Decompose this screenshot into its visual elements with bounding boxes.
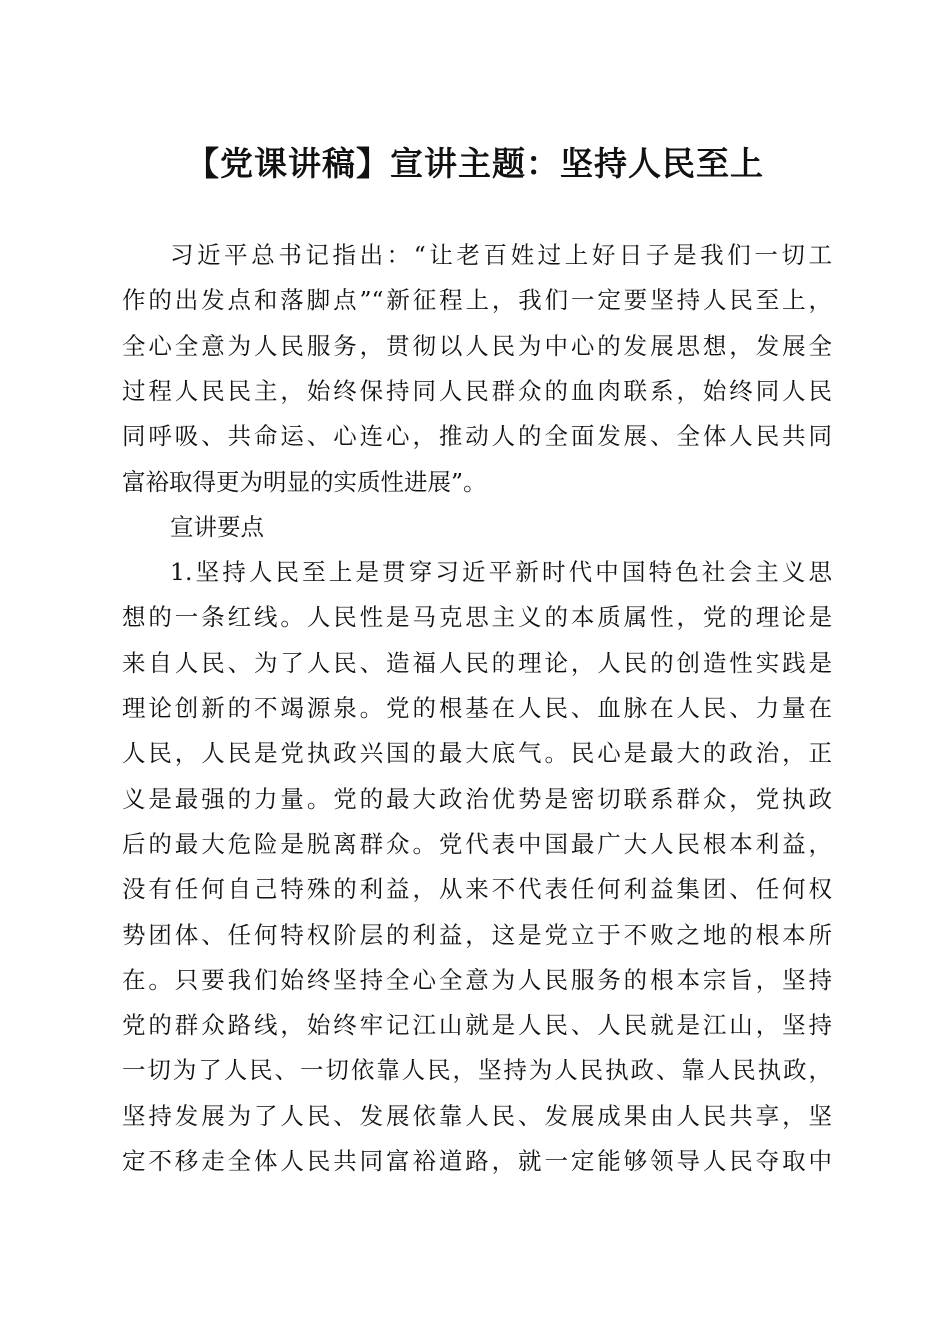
text-line: 1.坚持人民至上是贯穿习近平新时代中国特色社会主义思 bbox=[170, 558, 832, 587]
text-line: 在。只要我们始终坚持全心全意为人民服务的根本宗旨，坚持 bbox=[122, 965, 832, 994]
page-title: 【党课讲稿】宣讲主题：坚持人民至上 bbox=[186, 144, 764, 183]
text-line: 后的最大危险是脱离群众。党代表中国最广大人民根本利益， bbox=[122, 829, 832, 858]
text-line: 宣讲要点 bbox=[170, 512, 264, 541]
text-line: 同呼吸、共命运、心连心，推动人的全面发展、全体人民共同 bbox=[122, 422, 832, 451]
text-line: 全心全意为人民服务，贯彻以人民为中心的发展思想，发展全 bbox=[122, 331, 832, 360]
text-line: 来自人民、为了人民、造福人民的理论，人民的创造性实践是 bbox=[122, 648, 832, 677]
text-line: 义是最强的力量。党的最大政治优势是密切联系群众，党执政 bbox=[122, 784, 832, 813]
text-line: 党的群众路线，始终牢记江山就是人民、人民就是江山，坚持 bbox=[122, 1011, 832, 1040]
text-line: 习近平总书记指出：“让老百姓过上好日子是我们一切工 bbox=[170, 241, 832, 269]
text-line: 理论创新的不竭源泉。党的根基在人民、血脉在人民、力量在 bbox=[122, 694, 832, 722]
text-line: 坚持发展为了人民、发展依靠人民、发展成果由人民共享，坚 bbox=[122, 1101, 832, 1130]
text-line: 一切为了人民、一切依靠人民，坚持为人民执政、靠人民执政， bbox=[122, 1056, 832, 1085]
text-line: 作的出发点和落脚点”“新征程上，我们一定要坚持人民至上， bbox=[122, 286, 832, 315]
text-line: 势团体、任何特权阶层的利益，这是党立于不败之地的根本所 bbox=[122, 920, 832, 949]
text-line: 人民，人民是党执政兴国的最大底气。民心是最大的政治，正 bbox=[122, 739, 832, 768]
text-line: 富裕取得更为明显的实质性进展”。 bbox=[122, 467, 487, 496]
text-line: 没有任何自己特殊的利益，从来不代表任何利益集团、任何权 bbox=[122, 875, 832, 904]
text-line: 过程人民民主，始终保持同人民群众的血肉联系，始终同人民 bbox=[122, 376, 832, 405]
text-line: 定不移走全体人民共同富裕道路，就一定能够领导人民夺取中 bbox=[122, 1147, 832, 1175]
text-line: 想的一条红线。人民性是马克思主义的本质属性，党的理论是 bbox=[122, 603, 832, 632]
